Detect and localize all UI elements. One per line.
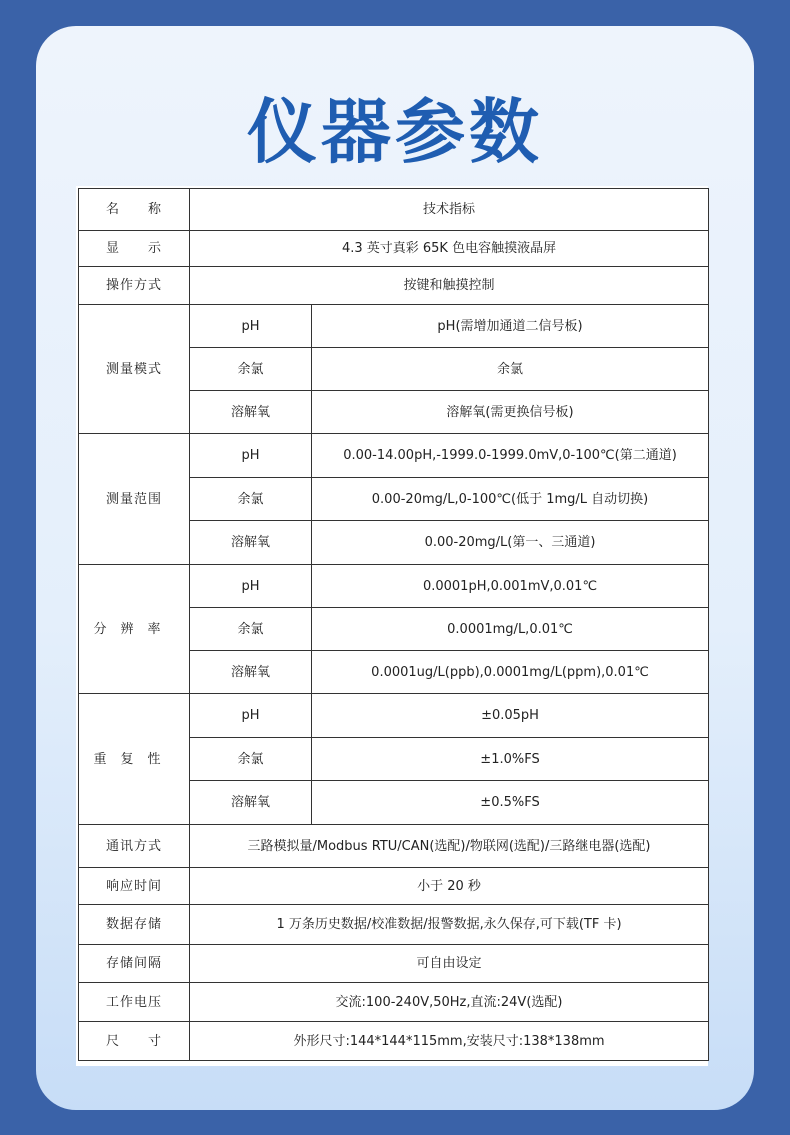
table-row: [79, 868, 709, 905]
resolution-value-ph: 0.0001pH,0.001mV,0.01℃: [312, 565, 709, 608]
measure-mode-value-ph: pH(需增加通道二信号板): [312, 305, 709, 348]
voltage-value: 交流:100-240V,50Hz,直流:24V(选配): [190, 983, 709, 1022]
measure-range-sub-oxygen: 溶解氧: [190, 521, 312, 565]
resolution-label: 分辨率: [79, 565, 190, 694]
resolution-value-oxygen: 0.0001ug/L(ppb),0.0001mg/L(ppm),0.01℃: [312, 651, 709, 694]
communication-label: 通讯方式: [79, 825, 190, 868]
table-row: [79, 694, 709, 738]
spec-table: [78, 188, 709, 1061]
table-header-row: [79, 189, 709, 231]
repeatability-value-ph: ±0.05pH: [312, 694, 709, 738]
size-value: 外形尺寸:144*144*115mm,安装尺寸:138*138mm: [190, 1022, 709, 1061]
measure-mode-value-chlorine: 余氯: [312, 348, 709, 391]
table-row: [79, 825, 709, 868]
table-row: [79, 905, 709, 945]
repeatability-sub-oxygen: 溶解氧: [190, 781, 312, 825]
page-title: 仪器参数: [247, 91, 543, 173]
response-time-label: 响应时间: [79, 868, 190, 905]
resolution-sub-oxygen: 溶解氧: [190, 651, 312, 694]
table-row: [79, 983, 709, 1022]
measure-mode-value-oxygen: 溶解氧(需更换信号板): [312, 391, 709, 434]
repeatability-label: 重复性: [79, 694, 190, 825]
measure-range-value-ph: 0.00-14.00pH,-1999.0-1999.0mV,0-100℃(第二通道): [312, 434, 709, 478]
operation-label: 操作方式: [79, 267, 190, 305]
header-name-cell: 名 称: [79, 189, 190, 231]
resolution-value-chlorine: 0.0001mg/L,0.01℃: [312, 608, 709, 651]
communication-value: 三路模拟量/Modbus RTU/CAN(选配)/物联网(选配)/三路继电器(选配): [190, 825, 709, 868]
response-time-value: 小于 20 秒: [190, 868, 709, 905]
measure-range-sub-ph: pH: [190, 434, 312, 478]
operation-value: 按键和触摸控制: [190, 267, 709, 305]
measure-mode-label: 测量模式: [79, 305, 190, 434]
measure-mode-sub-oxygen: 溶解氧: [190, 391, 312, 434]
voltage-label: 工作电压: [79, 983, 190, 1022]
display-label: 显 示: [79, 231, 190, 267]
table-row: [79, 565, 709, 608]
repeatability-value-chlorine: ±1.0%FS: [312, 738, 709, 781]
measure-range-label: 测量范围: [79, 434, 190, 565]
table-row: [79, 945, 709, 983]
table-row: [79, 267, 709, 305]
header-value-cell: 技术指标: [190, 189, 709, 231]
table-row: [79, 231, 709, 267]
measure-mode-sub-chlorine: 余氯: [190, 348, 312, 391]
resolution-sub-ph: pH: [190, 565, 312, 608]
display-value: 4.3 英寸真彩 65K 色电容触摸液晶屏: [190, 231, 709, 267]
resolution-sub-chlorine: 余氯: [190, 608, 312, 651]
repeatability-sub-ph: pH: [190, 694, 312, 738]
data-storage-label: 数据存储: [79, 905, 190, 945]
data-storage-value: 1 万条历史数据/校准数据/报警数据,永久保存,可下载(TF 卡): [190, 905, 709, 945]
repeatability-value-oxygen: ±0.5%FS: [312, 781, 709, 825]
storage-interval-value: 可自由设定: [190, 945, 709, 983]
table-row: [79, 1022, 709, 1061]
measure-range-value-oxygen: 0.00-20mg/L(第一、三通道): [312, 521, 709, 565]
measure-range-sub-chlorine: 余氯: [190, 478, 312, 521]
repeatability-sub-chlorine: 余氯: [190, 738, 312, 781]
size-label: 尺 寸: [79, 1022, 190, 1061]
storage-interval-label: 存储间隔: [79, 945, 190, 983]
measure-mode-sub-ph: pH: [190, 305, 312, 348]
measure-range-value-chlorine: 0.00-20mg/L,0-100℃(低于 1mg/L 自动切换): [312, 478, 709, 521]
table-row: [79, 434, 709, 478]
table-row: [79, 305, 709, 348]
